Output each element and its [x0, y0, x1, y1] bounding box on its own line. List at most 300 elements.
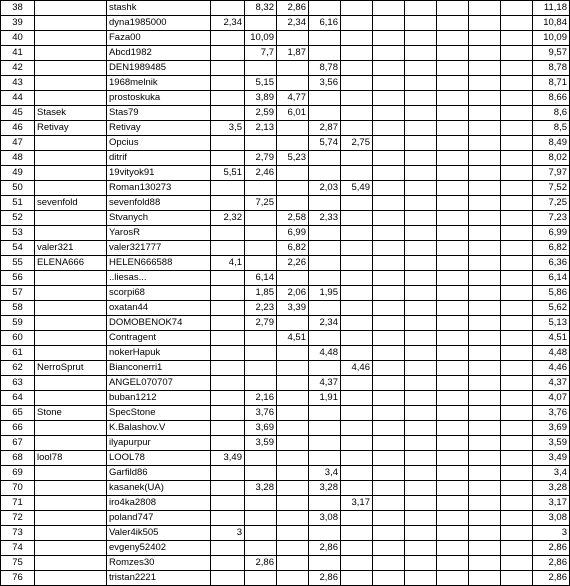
score-cell	[405, 46, 437, 61]
total-cell: 10,09	[533, 31, 570, 46]
score-cell	[373, 361, 405, 376]
score-cell	[501, 316, 533, 331]
score-cell: 8,78	[309, 61, 341, 76]
team-cell: Stasek	[35, 106, 107, 121]
score-cell: 6,01	[277, 106, 309, 121]
score-cell	[245, 376, 277, 391]
score-cell	[405, 16, 437, 31]
table-row	[1, 106, 570, 121]
table-row	[1, 391, 570, 406]
player-nick-cell: YarosR	[107, 226, 211, 241]
score-cell	[211, 316, 245, 331]
team-cell	[35, 526, 107, 541]
team-cell	[35, 271, 107, 286]
score-cell	[405, 331, 437, 346]
team-cell	[35, 136, 107, 151]
total-cell: 7,23	[533, 211, 570, 226]
player-nick-cell: evgeny52402	[107, 541, 211, 556]
score-cell: 4,46	[341, 361, 373, 376]
rank-cell: 67	[1, 436, 35, 451]
score-cell	[501, 331, 533, 346]
score-cell	[277, 541, 309, 556]
table-row	[1, 316, 570, 331]
score-cell	[211, 1, 245, 16]
score-cell	[309, 496, 341, 511]
score-cell: 2,13	[245, 121, 277, 136]
score-cell	[245, 346, 277, 361]
score-cell	[341, 106, 373, 121]
rank-cell: 49	[1, 166, 35, 181]
total-cell: 3,08	[533, 511, 570, 526]
score-cell	[341, 376, 373, 391]
score-cell: 2,79	[245, 151, 277, 166]
score-cell	[211, 241, 245, 256]
score-cell	[277, 31, 309, 46]
player-nick-cell: Opcius	[107, 136, 211, 151]
score-cell	[501, 16, 533, 31]
team-cell	[35, 481, 107, 496]
player-nick-cell: ilyapurpur	[107, 436, 211, 451]
score-cell	[405, 76, 437, 91]
score-cell	[309, 91, 341, 106]
total-cell: 3	[533, 526, 570, 541]
score-cell	[341, 421, 373, 436]
score-cell	[341, 466, 373, 481]
score-cell	[373, 571, 405, 586]
table-row	[1, 496, 570, 511]
score-cell	[437, 556, 469, 571]
score-cell	[405, 316, 437, 331]
player-nick-cell: nokerHapuk	[107, 346, 211, 361]
score-cell	[469, 46, 501, 61]
score-cell	[309, 196, 341, 211]
score-cell	[373, 511, 405, 526]
score-cell	[341, 331, 373, 346]
score-cell	[437, 376, 469, 391]
score-cell	[245, 241, 277, 256]
score-cell	[211, 226, 245, 241]
total-cell: 2,86	[533, 571, 570, 586]
score-cell	[469, 376, 501, 391]
team-cell	[35, 166, 107, 181]
total-cell: 6,36	[533, 256, 570, 271]
team-cell	[35, 391, 107, 406]
score-cell: 3,89	[245, 91, 277, 106]
team-cell: lool78	[35, 451, 107, 466]
score-cell	[469, 451, 501, 466]
score-cell	[437, 16, 469, 31]
total-cell: 6,99	[533, 226, 570, 241]
rank-cell: 40	[1, 31, 35, 46]
score-cell: 5,49	[341, 181, 373, 196]
total-cell: 3,69	[533, 421, 570, 436]
total-cell: 5,62	[533, 301, 570, 316]
total-cell: 5,86	[533, 286, 570, 301]
score-cell	[341, 346, 373, 361]
total-cell: 8,71	[533, 76, 570, 91]
score-cell	[469, 541, 501, 556]
score-cell	[341, 31, 373, 46]
score-cell	[437, 496, 469, 511]
player-nick-cell: Bianconerri1	[107, 361, 211, 376]
score-cell	[469, 406, 501, 421]
score-cell	[211, 496, 245, 511]
score-cell: 8,32	[245, 1, 277, 16]
player-nick-cell: Retivay	[107, 121, 211, 136]
score-cell	[309, 361, 341, 376]
score-cell	[277, 451, 309, 466]
score-cell	[405, 451, 437, 466]
score-cell	[405, 571, 437, 586]
score-cell	[405, 466, 437, 481]
rank-cell: 42	[1, 61, 35, 76]
rank-cell: 43	[1, 76, 35, 91]
team-cell	[35, 541, 107, 556]
score-cell: 1,87	[277, 46, 309, 61]
score-cell	[373, 181, 405, 196]
rank-cell: 63	[1, 376, 35, 391]
score-cell	[373, 226, 405, 241]
score-cell	[469, 526, 501, 541]
score-cell	[437, 211, 469, 226]
player-nick-cell: kasanek(UA)	[107, 481, 211, 496]
total-cell: 4,48	[533, 346, 570, 361]
score-cell	[373, 271, 405, 286]
score-cell	[211, 61, 245, 76]
total-cell: 8,5	[533, 121, 570, 136]
player-nick-cell: dyna1985000	[107, 16, 211, 31]
player-nick-cell: K.Balashov.V	[107, 421, 211, 436]
rank-cell: 55	[1, 256, 35, 271]
rank-cell: 74	[1, 541, 35, 556]
score-cell	[501, 376, 533, 391]
score-cell	[501, 31, 533, 46]
score-cell: 2,33	[309, 211, 341, 226]
score-cell	[309, 406, 341, 421]
score-cell	[437, 121, 469, 136]
team-cell	[35, 556, 107, 571]
score-cell: 2,86	[309, 541, 341, 556]
player-nick-cell: Faza00	[107, 31, 211, 46]
rank-cell: 69	[1, 466, 35, 481]
total-cell: 3,59	[533, 436, 570, 451]
score-cell: 3,28	[245, 481, 277, 496]
rank-cell: 47	[1, 136, 35, 151]
table-row	[1, 271, 570, 286]
score-cell	[245, 181, 277, 196]
rank-cell: 39	[1, 16, 35, 31]
score-cell	[245, 226, 277, 241]
score-cell: 6,82	[277, 241, 309, 256]
score-cell	[501, 466, 533, 481]
team-cell	[35, 76, 107, 91]
total-cell: 4,46	[533, 361, 570, 376]
score-cell	[341, 391, 373, 406]
score-cell	[277, 181, 309, 196]
score-cell	[277, 121, 309, 136]
score-cell	[309, 301, 341, 316]
score-cell	[437, 46, 469, 61]
table-row	[1, 421, 570, 436]
score-cell	[211, 46, 245, 61]
score-cell	[501, 301, 533, 316]
score-cell	[501, 121, 533, 136]
score-cell	[501, 196, 533, 211]
score-cell: 3,59	[245, 436, 277, 451]
score-cell: 2,16	[245, 391, 277, 406]
score-cell	[501, 76, 533, 91]
team-cell	[35, 16, 107, 31]
score-cell	[469, 316, 501, 331]
rank-cell: 54	[1, 241, 35, 256]
score-cell	[469, 226, 501, 241]
score-cell	[501, 91, 533, 106]
score-cell	[373, 76, 405, 91]
team-cell	[35, 421, 107, 436]
score-cell	[245, 571, 277, 586]
score-cell	[501, 361, 533, 376]
score-cell	[405, 31, 437, 46]
rank-cell: 58	[1, 301, 35, 316]
score-cell	[373, 496, 405, 511]
score-cell: 1,95	[309, 286, 341, 301]
score-cell	[277, 316, 309, 331]
rank-cell: 51	[1, 196, 35, 211]
score-cell	[245, 361, 277, 376]
score-cell	[373, 526, 405, 541]
score-cell	[469, 391, 501, 406]
score-cell	[437, 181, 469, 196]
score-cell	[405, 256, 437, 271]
team-cell: Stone	[35, 406, 107, 421]
score-cell	[341, 226, 373, 241]
score-cell	[245, 496, 277, 511]
score-cell: 3,28	[309, 481, 341, 496]
score-cell	[405, 226, 437, 241]
team-cell	[35, 286, 107, 301]
score-cell	[405, 301, 437, 316]
score-cell	[437, 241, 469, 256]
team-cell	[35, 46, 107, 61]
score-cell	[245, 136, 277, 151]
score-cell	[405, 1, 437, 16]
score-cell: 5,51	[211, 166, 245, 181]
score-cell	[211, 31, 245, 46]
score-cell	[501, 1, 533, 16]
score-cell	[211, 376, 245, 391]
score-cell	[309, 271, 341, 286]
score-cell	[405, 556, 437, 571]
score-cell	[309, 451, 341, 466]
table-row	[1, 346, 570, 361]
score-cell	[437, 196, 469, 211]
score-cell	[373, 196, 405, 211]
table-row	[1, 526, 570, 541]
table-row	[1, 541, 570, 556]
score-cell	[469, 361, 501, 376]
rank-cell: 48	[1, 151, 35, 166]
score-cell	[469, 211, 501, 226]
score-cell	[309, 151, 341, 166]
total-cell: 3,28	[533, 481, 570, 496]
score-cell	[211, 76, 245, 91]
score-cell	[405, 481, 437, 496]
rank-cell: 44	[1, 91, 35, 106]
score-cell	[211, 421, 245, 436]
score-cell	[245, 61, 277, 76]
score-cell	[469, 106, 501, 121]
score-cell	[341, 436, 373, 451]
score-cell	[277, 271, 309, 286]
team-cell	[35, 61, 107, 76]
score-cell	[277, 511, 309, 526]
score-cell	[469, 241, 501, 256]
team-cell	[35, 91, 107, 106]
score-cell	[309, 46, 341, 61]
score-cell	[437, 571, 469, 586]
score-cell	[373, 136, 405, 151]
score-cell	[309, 31, 341, 46]
score-cell	[373, 91, 405, 106]
table-row	[1, 16, 570, 31]
score-cell	[373, 421, 405, 436]
player-nick-cell: poland747	[107, 511, 211, 526]
score-cell: 1,85	[245, 286, 277, 301]
score-cell: 2,75	[341, 136, 373, 151]
score-cell	[211, 466, 245, 481]
score-cell	[277, 406, 309, 421]
score-cell	[341, 316, 373, 331]
score-cell	[501, 211, 533, 226]
score-cell	[501, 271, 533, 286]
rank-cell: 52	[1, 211, 35, 226]
player-nick-cell: ditrif	[107, 151, 211, 166]
score-cell	[501, 556, 533, 571]
table-row	[1, 91, 570, 106]
player-nick-cell: Garfild86	[107, 466, 211, 481]
team-cell	[35, 346, 107, 361]
player-nick-cell: 19vityok91	[107, 166, 211, 181]
score-cell	[501, 496, 533, 511]
table-row	[1, 571, 570, 586]
score-cell: 2,34	[309, 316, 341, 331]
score-cell	[277, 526, 309, 541]
score-cell	[211, 136, 245, 151]
team-cell	[35, 496, 107, 511]
score-cell	[373, 16, 405, 31]
total-cell: 4,51	[533, 331, 570, 346]
score-cell	[341, 511, 373, 526]
table-row	[1, 406, 570, 421]
score-cell: 2,79	[245, 316, 277, 331]
score-cell	[277, 136, 309, 151]
score-cell	[277, 481, 309, 496]
score-cell	[373, 481, 405, 496]
player-nick-cell: DEN1989485	[107, 61, 211, 76]
score-cell	[437, 91, 469, 106]
score-cell	[469, 196, 501, 211]
rank-cell: 73	[1, 526, 35, 541]
score-cell: 3,5	[211, 121, 245, 136]
score-cell	[211, 391, 245, 406]
score-cell	[245, 16, 277, 31]
total-cell: 4,07	[533, 391, 570, 406]
score-cell	[405, 421, 437, 436]
score-cell	[405, 391, 437, 406]
score-cell	[341, 481, 373, 496]
score-cell	[469, 61, 501, 76]
score-cell	[309, 436, 341, 451]
score-cell: 3,39	[277, 301, 309, 316]
table-row	[1, 46, 570, 61]
rank-cell: 46	[1, 121, 35, 136]
score-cell	[405, 526, 437, 541]
team-cell	[35, 181, 107, 196]
score-cell	[405, 196, 437, 211]
player-nick-cell: LOOL78	[107, 451, 211, 466]
team-cell	[35, 226, 107, 241]
score-cell	[437, 31, 469, 46]
team-cell: valer321	[35, 241, 107, 256]
score-cell	[405, 496, 437, 511]
score-cell	[469, 466, 501, 481]
score-cell	[501, 241, 533, 256]
table-row	[1, 121, 570, 136]
score-cell	[501, 511, 533, 526]
table-row	[1, 196, 570, 211]
score-cell	[437, 61, 469, 76]
score-cell	[469, 256, 501, 271]
score-cell	[373, 331, 405, 346]
score-cell	[437, 76, 469, 91]
score-cell	[437, 451, 469, 466]
score-cell	[501, 61, 533, 76]
score-cell	[437, 541, 469, 556]
score-cell	[277, 496, 309, 511]
score-cell	[211, 271, 245, 286]
team-cell	[35, 301, 107, 316]
total-cell: 8,66	[533, 91, 570, 106]
score-cell	[341, 1, 373, 16]
score-cell: 3,49	[211, 451, 245, 466]
total-cell: 7,52	[533, 181, 570, 196]
score-cell	[211, 151, 245, 166]
score-cell	[469, 121, 501, 136]
score-cell	[437, 331, 469, 346]
table-row	[1, 466, 570, 481]
player-nick-cell: SpecStone	[107, 406, 211, 421]
total-cell: 9,57	[533, 46, 570, 61]
score-cell	[341, 256, 373, 271]
score-cell	[373, 46, 405, 61]
score-cell	[341, 271, 373, 286]
score-cell	[211, 91, 245, 106]
score-cell	[501, 226, 533, 241]
rank-cell: 38	[1, 1, 35, 16]
score-cell	[373, 466, 405, 481]
table-row	[1, 151, 570, 166]
score-cell	[501, 481, 533, 496]
score-cell	[373, 301, 405, 316]
score-cell	[341, 121, 373, 136]
score-cell	[437, 301, 469, 316]
score-cell	[469, 331, 501, 346]
score-cell	[501, 541, 533, 556]
score-cell	[501, 526, 533, 541]
rank-cell: 60	[1, 331, 35, 346]
player-nick-cell: sevenfold88	[107, 196, 211, 211]
score-cell	[501, 151, 533, 166]
